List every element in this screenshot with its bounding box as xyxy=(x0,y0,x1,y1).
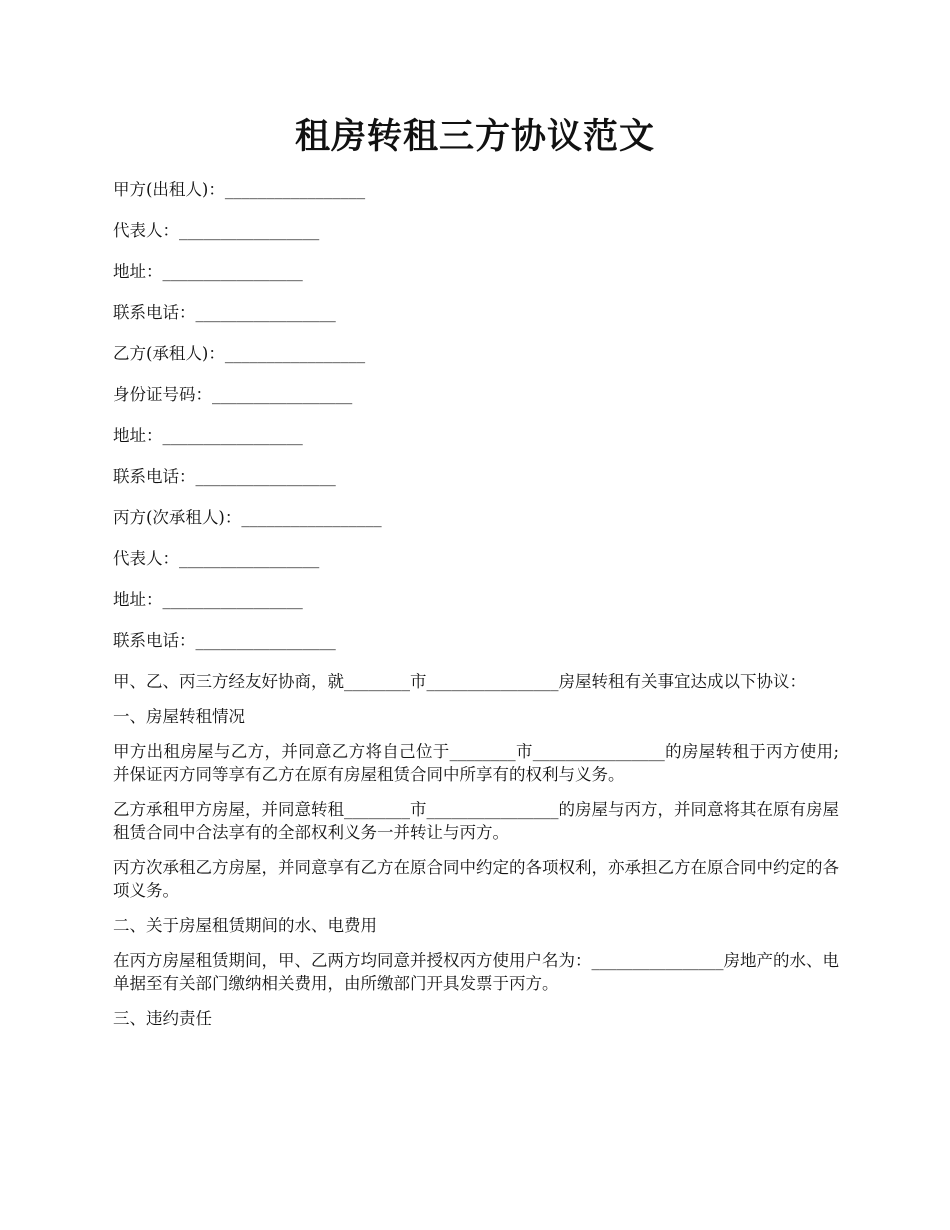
section2-paragraph-1: 在丙方房屋租赁期间，甲、乙两方均同意并授权丙方使用户名为：________________房地产的水、电单据至有关部门缴纳相关费用，由所缴部门开具发票于丙方。 xyxy=(113,951,839,993)
field-party-c-phone: 联系电话：_________________ xyxy=(113,631,336,650)
section-heading-1: 一、房屋转租情况 xyxy=(113,707,245,726)
document-body xyxy=(113,178,839,1042)
field-party-a-representative: 代表人：_________________ xyxy=(113,221,320,240)
field-party-a: 甲方(出租人)：_________________ xyxy=(113,180,366,199)
field-party-b-phone: 联系电话：_________________ xyxy=(113,467,336,486)
field-party-a-address: 地址：_________________ xyxy=(113,262,303,281)
section1-paragraph-2: 乙方承租甲方房屋，并同意转租________市________________的房屋与丙方，并同意将其在原有房屋租赁合同中合法享有的全部权利义务一并转让与丙方。 xyxy=(113,800,839,842)
section-heading-2: 二、关于房屋租赁期间的水、电费用 xyxy=(113,916,377,935)
field-party-b: 乙方(承租人)：_________________ xyxy=(113,344,366,363)
field-party-c: 丙方(次承租人)：_________________ xyxy=(113,508,382,527)
section1-paragraph-3: 丙方次承租乙方房屋，并同意享有乙方在原合同中约定的各项权利，亦承担乙方在原合同中约定的各项义务。 xyxy=(113,858,839,900)
field-party-c-address: 地址：_________________ xyxy=(113,590,303,609)
field-party-a-phone: 联系电话：_________________ xyxy=(113,303,336,322)
field-party-b-address: 地址：_________________ xyxy=(113,426,303,445)
intro-paragraph: 甲、乙、丙三方经友好协商，就________市________________房屋转租有关事宜达成以下协议： xyxy=(113,672,806,691)
field-party-c-representative: 代表人：_________________ xyxy=(113,549,320,568)
document-title: 租房转租三方协议范文 xyxy=(294,116,655,157)
section1-paragraph-1: 甲方出租房屋与乙方，并同意乙方将自己位于________市________________的房屋转租于丙方使用;并保证丙方同等享有乙方在原有房屋租赁合同中所享有的权利与义务。 xyxy=(113,742,839,784)
section-heading-3: 三、违约责任 xyxy=(113,1009,212,1028)
field-party-b-id-number: 身份证号码：_________________ xyxy=(113,385,353,404)
